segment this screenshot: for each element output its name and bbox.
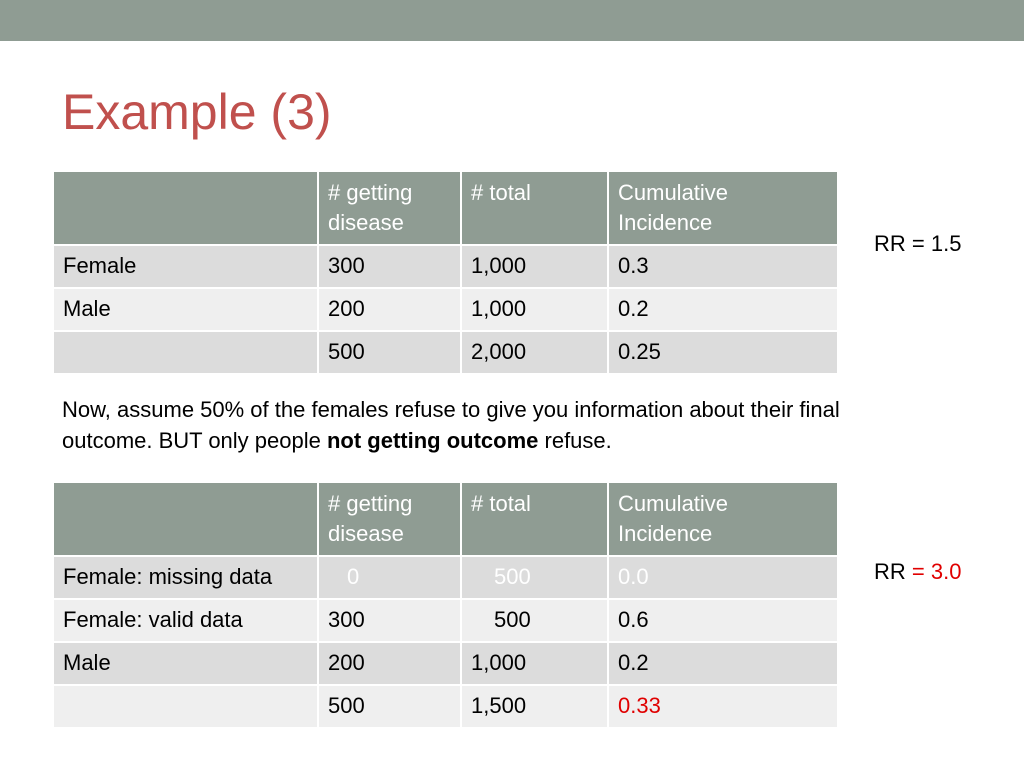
slide-title: Example (3) — [62, 84, 332, 140]
table-overall — [52, 170, 839, 375]
table-cell: 0.6 — [608, 599, 838, 642]
table-header-row — [53, 171, 838, 245]
table-row — [53, 556, 838, 599]
header-cell: Cumulative Incidence — [608, 171, 838, 245]
table-cell: 500 — [461, 556, 608, 599]
table-cell: 300 — [318, 599, 461, 642]
table-cell — [53, 331, 318, 374]
paragraph-bold-text: not getting outcome — [326, 428, 539, 453]
paragraph-text: Now, assume 50% of the females refuse to give you information about their final outcome. BUT only people — [62, 397, 840, 453]
table-row — [53, 685, 838, 728]
table-cell-highlight: 0.33 — [608, 685, 838, 728]
table-cell: Female — [53, 245, 318, 288]
table-row — [53, 288, 838, 331]
table-cell — [53, 685, 318, 728]
relative-risk-1: RR = 1.5 — [874, 231, 962, 256]
table-cell: 0.3 — [608, 245, 838, 288]
table-row — [53, 331, 838, 374]
table-missing-data — [52, 481, 839, 729]
header-cell — [53, 482, 318, 556]
table-cell: 0 — [318, 556, 461, 599]
table-cell: Male — [53, 642, 318, 685]
header-cell: # total — [461, 482, 608, 556]
relative-risk-2 — [874, 557, 961, 587]
table-row — [53, 245, 838, 288]
table-header-row — [53, 482, 838, 556]
table-cell: 300 — [318, 245, 461, 288]
header-cell: Cumulative Incidence — [608, 482, 838, 556]
table-row — [53, 642, 838, 685]
explanation-paragraph — [62, 394, 882, 456]
table-cell: 1,000 — [461, 642, 608, 685]
header-cell: # total — [461, 171, 608, 245]
table-cell: 200 — [318, 642, 461, 685]
table-cell: 0.25 — [608, 331, 838, 374]
table-cell: 200 — [318, 288, 461, 331]
header-cell — [53, 171, 318, 245]
table-cell: 1,500 — [461, 685, 608, 728]
header-cell: # getting disease — [318, 482, 461, 556]
top-bar — [0, 0, 1024, 41]
table-cell: 0.0 — [608, 556, 838, 599]
rr2-prefix: RR — [874, 559, 912, 584]
table-row — [53, 599, 838, 642]
table-cell: Female: missing data — [53, 556, 318, 599]
table-cell: 0.2 — [608, 288, 838, 331]
table-cell: 0.2 — [608, 642, 838, 685]
table-cell: 1,000 — [461, 288, 608, 331]
table-cell: 500 — [318, 685, 461, 728]
header-cell: # getting disease — [318, 171, 461, 245]
table-cell: 2,000 — [461, 331, 608, 374]
paragraph-text-end: refuse. — [538, 428, 612, 453]
table-cell: 1,000 — [461, 245, 608, 288]
table-cell: 500 — [461, 599, 608, 642]
table-cell: Male — [53, 288, 318, 331]
rr2-value: = 3.0 — [911, 559, 962, 584]
table-cell: Female: valid data — [53, 599, 318, 642]
table-cell: 500 — [318, 331, 461, 374]
